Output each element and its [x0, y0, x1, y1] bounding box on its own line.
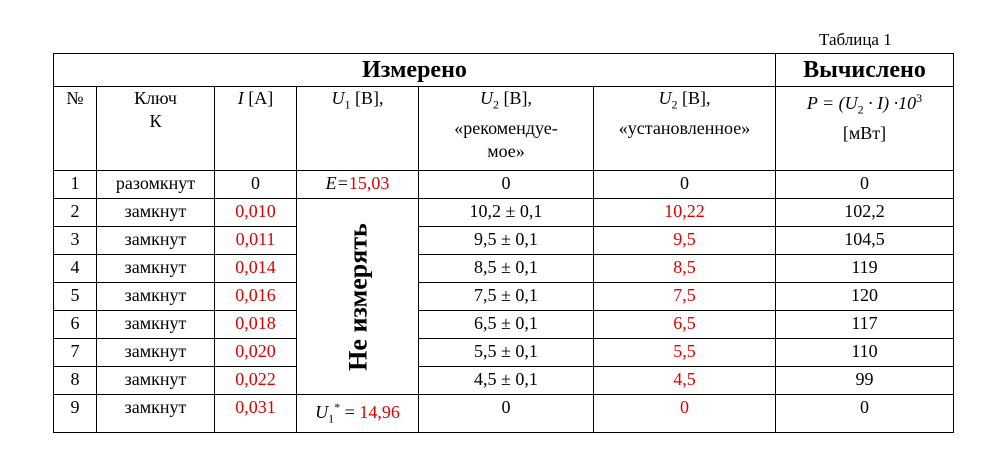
- row-current: 0,010: [215, 199, 297, 227]
- u1-star-superscript: *: [334, 400, 341, 414]
- row-u2-recommended: 10,2 ± 0,1: [419, 199, 594, 227]
- group-header-computed: Вычислено: [776, 54, 954, 87]
- table-row: [54, 227, 954, 255]
- not-measured-cell: [297, 199, 419, 395]
- row-power: 119: [776, 255, 954, 283]
- row-num: 3: [54, 227, 97, 255]
- row-num: 9: [54, 395, 97, 433]
- table-row: [54, 283, 954, 311]
- row-key-state: разомкнут: [97, 171, 215, 199]
- row-key-state: замкнут: [97, 199, 215, 227]
- row-num: 1: [54, 171, 97, 199]
- row-num: 2: [54, 199, 97, 227]
- u2s-symbol: U: [658, 88, 672, 108]
- row-current: 0,011: [215, 227, 297, 255]
- row-u2-recommended: 8,5 ± 0,1: [419, 255, 594, 283]
- row-num: 5: [54, 283, 97, 311]
- u1-symbol: U: [331, 88, 345, 108]
- col-header-key: [97, 87, 215, 171]
- row-power: 104,5: [776, 227, 954, 255]
- row-num: 4: [54, 255, 97, 283]
- u2r-unit: [В],: [503, 88, 532, 108]
- u1-subscript: 1: [344, 97, 351, 112]
- row-num: 6: [54, 311, 97, 339]
- row-u2-recommended: 0: [419, 171, 594, 199]
- row-key-state: замкнут: [97, 339, 215, 367]
- current-symbol: I: [237, 88, 244, 108]
- row-current: 0,020: [215, 339, 297, 367]
- u1-star-equals: =: [340, 402, 360, 422]
- table-row: [54, 199, 954, 227]
- row-power: 120: [776, 283, 954, 311]
- table-row: [54, 395, 954, 433]
- power-unit: [мВт]: [842, 122, 887, 143]
- power-superscript: 3: [916, 91, 923, 105]
- row-u2-set: 0: [594, 171, 776, 199]
- row-key-state: замкнут: [97, 227, 215, 255]
- row-u2-set: 0: [594, 395, 776, 433]
- row-u2-set: 6,5: [594, 311, 776, 339]
- u2s-subscript: 2: [671, 97, 678, 112]
- u1-unit: [В],: [355, 88, 384, 108]
- group-header-measured: Измерено: [54, 54, 776, 87]
- row-power: 117: [776, 311, 954, 339]
- row-power: 102,2: [776, 199, 954, 227]
- u1-star-symbol: U: [315, 402, 329, 422]
- power-formula-mid: · I) ·10: [863, 93, 917, 113]
- u2r-symbol: U: [480, 88, 493, 108]
- row-key-state: замкнут: [97, 311, 215, 339]
- row-u1: [297, 395, 419, 433]
- row-u2-set: 9,5: [594, 227, 776, 255]
- row-power: 0: [776, 171, 954, 199]
- row-current: 0,016: [215, 283, 297, 311]
- row-u2-recommended: 9,5 ± 0,1: [419, 227, 594, 255]
- row-u2-recommended: 6,5 ± 0,1: [419, 311, 594, 339]
- row-u2-set: 4,5: [594, 367, 776, 395]
- row-current: 0,022: [215, 367, 297, 395]
- col-header-power: [776, 87, 954, 171]
- table-row: [54, 311, 954, 339]
- col-header-num: №: [54, 87, 97, 171]
- row-u2-recommended: 5,5 ± 0,1: [419, 339, 594, 367]
- u2r-label-line2: «рекомендуе-: [454, 117, 558, 138]
- table-row: [54, 171, 954, 199]
- u2s-unit: [В],: [682, 88, 711, 108]
- col-header-key-line2: К: [149, 111, 162, 131]
- power-subscript: 2: [857, 102, 864, 117]
- power-formula: P = (U: [806, 93, 858, 113]
- row-power: 0: [776, 395, 954, 433]
- row-u2-set: 5,5: [594, 339, 776, 367]
- row-key-state: замкнут: [97, 395, 215, 433]
- col-header-u1: [297, 87, 419, 171]
- table-row: [54, 367, 954, 395]
- row-current: 0,014: [215, 255, 297, 283]
- row-key-state: замкнут: [97, 367, 215, 395]
- row-num: 8: [54, 367, 97, 395]
- u2r-subscript: 2: [493, 97, 499, 112]
- row-current: 0,018: [215, 311, 297, 339]
- current-unit: [А]: [248, 88, 274, 108]
- col-header-key-line1: Ключ: [134, 88, 177, 108]
- row-u2-set: 7,5: [594, 283, 776, 311]
- table-row: [54, 255, 954, 283]
- results-table: [53, 53, 954, 433]
- row-u2-recommended: 0: [419, 395, 594, 433]
- row-key-state: замкнут: [97, 283, 215, 311]
- table-row: [54, 339, 954, 367]
- col-header-u2-set: [594, 87, 776, 171]
- row-current: 0,031: [215, 395, 297, 433]
- u1-star-subscript: 1: [328, 411, 335, 426]
- row-u2-set: 10,22: [594, 199, 776, 227]
- u2r-label-line3: мое»: [487, 140, 525, 161]
- row-u2-recommended: 4,5 ± 0,1: [419, 367, 594, 395]
- row-current: 0: [215, 171, 297, 199]
- row-key-state: замкнут: [97, 255, 215, 283]
- row-num: 7: [54, 339, 97, 367]
- col-header-u2-recommended: [419, 87, 594, 171]
- col-header-current: [215, 87, 297, 171]
- row-power: 99: [776, 367, 954, 395]
- row-power: 110: [776, 339, 954, 367]
- u1-star-value: 14,96: [359, 402, 400, 422]
- not-measured-note: Не измерять: [343, 222, 372, 371]
- row-u2-set: 8,5: [594, 255, 776, 283]
- emf-value: 15,03: [348, 173, 390, 193]
- emf-label: E=: [325, 173, 349, 193]
- row-u2-recommended: 7,5 ± 0,1: [419, 283, 594, 311]
- u2s-label-line2: «установленное»: [618, 117, 751, 138]
- table-caption: Таблица 1: [819, 30, 892, 49]
- row-u1: [297, 171, 419, 199]
